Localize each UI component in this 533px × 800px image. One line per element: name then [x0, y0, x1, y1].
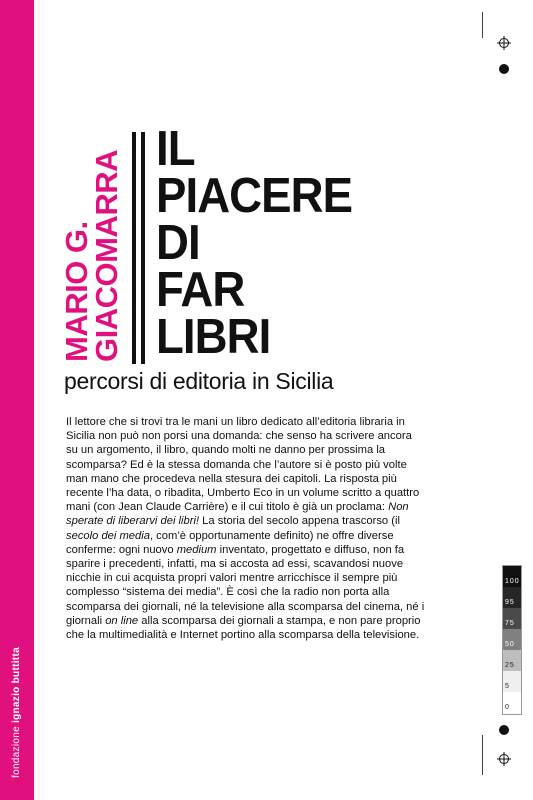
author-block — [59, 130, 126, 362]
blurb-italic-4: on line — [105, 614, 139, 627]
title-bars — [132, 132, 152, 364]
blurb-text — [66, 415, 426, 642]
registration-mark-bottom-icon — [497, 752, 511, 766]
blurb-segment-1: Il lettore che si trovi tra le mani un libro dedicato all’editoria libraria in Sicilia non può non porsi una domanda: che senso ha scrivere ancora su un argomento, il libro, quando molti ne danno per prossima la scomparsa? Ed è la stessa domanda che l’autore si è posto più volte man mano che procedeva nella stesura dei capitoli. La risposta più recente l’ha data, o ribadita, Umberto Eco in un volume scritto a quattro mani (con Jean Claude Carrière) e il cui titolo è già un proclama: — [66, 416, 420, 514]
book-title — [156, 122, 353, 364]
title-line-2: PIACERE — [156, 169, 353, 223]
swatch-label-100: 100 — [505, 578, 520, 585]
publisher-name: ignazio buttitta — [11, 647, 22, 723]
book-subtitle: percorsi di editoria in Sicilia — [64, 368, 334, 394]
title-line-1: IL — [156, 122, 195, 176]
blurb-italic-2: secolo dei media — [66, 529, 150, 542]
registration-dot-bottom-icon — [499, 725, 509, 735]
blurb-segment-4: inventato, progettato e diffuso, non fa sparire i precedenti, infatti, ma si accosta ad essi, scavandosi nuove nicchie in cui acquista propri valori mentre arricchisce il sempre più complesso “sistema dei media”. È così che la radio non porta alla scomparsa dei giornali, né la televisione alla scomparsa del cinema, né i giornali — [66, 543, 425, 627]
title-line-5: LIBRI — [156, 310, 271, 364]
publisher-prefix: fondazione — [11, 726, 22, 778]
swatch-label-0: 0 — [505, 704, 510, 711]
registration-mark-top-icon — [497, 36, 511, 50]
crop-line-top — [482, 12, 483, 38]
title-line-4: FAR — [156, 263, 245, 317]
crop-line-bottom — [482, 735, 483, 775]
blurb-segment-2: La storia del secolo appena trascorso (il — [199, 515, 400, 528]
swatch-label-50: 50 — [505, 641, 515, 648]
blurb-italic-1: Non sperate di liberarvi dei libri! — [66, 501, 409, 528]
blurb-paragraph — [66, 415, 426, 642]
swatch-label-25: 25 — [505, 662, 515, 669]
swatch-label-95: 95 — [505, 599, 515, 606]
blurb-segment-3: , com’è opportunamente definito) ne offre diverse conferme: ogni nuovo — [66, 529, 394, 556]
blurb-italic-3: medium — [176, 543, 217, 556]
swatch-label-75: 75 — [505, 620, 515, 627]
swatch-label-5: 5 — [505, 683, 510, 690]
blurb-segment-5: alla scomparsa dei giornali a stampa, e non pare proprio che la multimedialità e Internet portino alla scomparsa della televisione. — [66, 614, 421, 642]
author-line-1: MARIO G. — [59, 221, 94, 362]
author-name — [59, 130, 124, 362]
title-bar-right — [141, 132, 145, 364]
publisher-label — [11, 647, 22, 778]
title-line-3: DI — [156, 216, 200, 270]
registration-dot-top-icon — [499, 64, 509, 74]
author-line-2: GIACOMARRA — [89, 150, 124, 362]
title-bar-left — [132, 132, 136, 364]
